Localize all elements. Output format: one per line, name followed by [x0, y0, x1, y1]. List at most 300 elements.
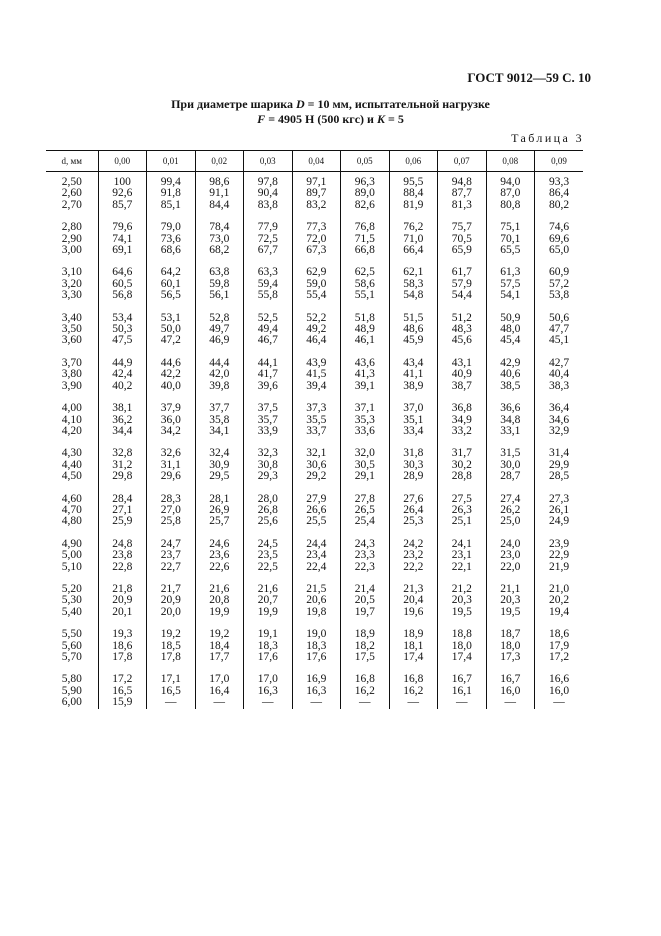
- hardness-value-cell: 21,0: [535, 573, 584, 595]
- hardness-value-cell: 79,6: [98, 211, 147, 233]
- hardness-value-cell: 19,8: [292, 607, 341, 618]
- hardness-value-cell: 26,4: [389, 505, 438, 516]
- hardness-value-cell: 52,5: [244, 302, 293, 324]
- hardness-value-cell: 51,5: [389, 302, 438, 324]
- hardness-value-cell: 46,7: [244, 335, 293, 346]
- hardness-value-cell: 20,5: [341, 595, 390, 606]
- hardness-value-cell: 43,6: [341, 347, 390, 369]
- hardness-value-cell: 83,8: [244, 200, 293, 211]
- hardness-value-cell: 21,2: [438, 573, 487, 595]
- table-label: Таблица 3: [511, 131, 584, 145]
- hardness-value-cell: 24,1: [438, 528, 487, 550]
- diameter-cell: 6,00: [61, 696, 82, 709]
- hardness-value-cell: 26,2: [486, 505, 535, 516]
- hardness-value-cell: 29,2: [292, 471, 341, 482]
- hardness-value-cell: 56,8: [98, 290, 147, 301]
- hardness-value-cell: 24,7: [147, 528, 196, 550]
- hardness-value-cell: 24,5: [244, 528, 293, 550]
- hardness-value-cell: 38,5: [486, 381, 535, 392]
- table-row: [46, 528, 583, 550]
- hardness-value-cell: 16,7: [438, 663, 487, 685]
- hardness-table: [46, 150, 583, 709]
- hardness-value-cell: 48,9: [341, 324, 390, 335]
- hardness-value-cell: 17,8: [147, 652, 196, 663]
- hardness-value-cell: —: [486, 697, 535, 708]
- hardness-value-cell: 21,6: [195, 573, 244, 595]
- diameter-cell: 5,50: [61, 628, 82, 641]
- diameter-cell: 3,70: [61, 356, 82, 369]
- hardness-value-cell: 28,0: [244, 483, 293, 505]
- hardness-value-cell: 100: [98, 172, 147, 189]
- hardness-value-cell: 62,1: [389, 256, 438, 278]
- diameter-cell: 5,10: [61, 560, 82, 573]
- hardness-value-cell: 27,5: [438, 483, 487, 505]
- hardness-value-cell: 17,5: [341, 652, 390, 663]
- hardness-value-cell: 23,2: [389, 550, 438, 561]
- hardness-value-cell: 70,5: [438, 234, 487, 245]
- hardness-value-cell: 23,4: [292, 550, 341, 561]
- hardness-value-cell: 70,1: [486, 234, 535, 245]
- hardness-value-cell: 58,3: [389, 279, 438, 290]
- hardness-value-cell: 65,0: [535, 245, 584, 256]
- hardness-value-cell: 77,9: [244, 211, 293, 233]
- hardness-value-cell: 99,4: [147, 172, 196, 189]
- hardness-value-cell: 32,8: [98, 437, 147, 459]
- hardness-value-cell: 53,8: [535, 290, 584, 301]
- hardness-value-cell: 19,0: [292, 618, 341, 640]
- hardness-value-cell: 39,8: [195, 381, 244, 392]
- hardness-value-cell: 52,8: [195, 302, 244, 324]
- hardness-value-cell: 35,1: [389, 415, 438, 426]
- hardness-value-cell: 36,8: [438, 392, 487, 414]
- hardness-value-cell: 28,8: [438, 471, 487, 482]
- hardness-value-cell: 76,2: [389, 211, 438, 233]
- hardness-value-cell: 30,6: [292, 460, 341, 471]
- hardness-value-cell: 28,1: [195, 483, 244, 505]
- hardness-value-cell: 21,8: [98, 573, 147, 595]
- hardness-value-cell: 16,8: [389, 663, 438, 685]
- hardness-value-cell: 35,7: [244, 415, 293, 426]
- hardness-value-cell: 38,1: [98, 392, 147, 414]
- hardness-value-cell: 25,4: [341, 516, 390, 527]
- hardness-value-cell: 40,0: [147, 381, 196, 392]
- hardness-value-cell: 30,8: [244, 460, 293, 471]
- hardness-value-cell: 81,3: [438, 200, 487, 211]
- hardness-value-cell: 31,2: [98, 460, 147, 471]
- hardness-value-cell: 32,3: [244, 437, 293, 459]
- column-header: 0,03: [244, 151, 293, 172]
- hardness-value-cell: 22,9: [535, 550, 584, 561]
- hardness-value-cell: 23,6: [195, 550, 244, 561]
- diameter-cell: 4,20: [61, 424, 82, 437]
- hardness-value-cell: 19,9: [244, 607, 293, 618]
- hardness-value-cell: 27,6: [389, 483, 438, 505]
- hardness-value-cell: 58,6: [341, 279, 390, 290]
- hardness-value-cell: 23,7: [147, 550, 196, 561]
- page-header: ГОСТ 9012—59 С. 10: [467, 70, 591, 85]
- table-row: [46, 200, 583, 211]
- hardness-value-cell: 46,4: [292, 335, 341, 346]
- hardness-value-cell: 22,5: [244, 562, 293, 573]
- hardness-value-cell: 17,0: [244, 663, 293, 685]
- hardness-value-cell: 65,9: [438, 245, 487, 256]
- hardness-value-cell: 16,4: [195, 686, 244, 697]
- hardness-value-cell: 16,5: [147, 686, 196, 697]
- hardness-value-cell: 27,4: [486, 483, 535, 505]
- hardness-value-cell: 20,7: [244, 595, 293, 606]
- hardness-value-cell: 23,9: [535, 528, 584, 550]
- hardness-value-cell: 24,2: [389, 528, 438, 550]
- table-row: [46, 172, 583, 189]
- hardness-value-cell: 41,3: [341, 369, 390, 380]
- hardness-value-cell: 32,6: [147, 437, 196, 459]
- hardness-value-cell: 53,1: [147, 302, 196, 324]
- hardness-value-cell: 37,1: [341, 392, 390, 414]
- column-header: 0,00: [98, 151, 147, 172]
- hardness-value-cell: 38,3: [535, 381, 584, 392]
- table-row: [46, 369, 583, 380]
- hardness-value-cell: 21,9: [535, 562, 584, 573]
- column-header-diameter: d, мм: [46, 151, 98, 172]
- hardness-value-cell: 16,5: [98, 686, 147, 697]
- table-row: [46, 302, 583, 324]
- table-row: [46, 211, 583, 233]
- hardness-value-cell: 18,6: [98, 641, 147, 652]
- hardness-value-cell: 18,4: [195, 641, 244, 652]
- diameter-cell: 5,70: [61, 651, 82, 663]
- hardness-value-cell: 60,9: [535, 256, 584, 278]
- hardness-value-cell: 26,8: [244, 505, 293, 516]
- hardness-value-cell: 49,7: [195, 324, 244, 335]
- hardness-value-cell: 18,3: [292, 641, 341, 652]
- hardness-value-cell: 50,0: [147, 324, 196, 335]
- hardness-value-cell: 25,0: [486, 516, 535, 527]
- hardness-value-cell: 73,0: [195, 234, 244, 245]
- hardness-value-cell: 29,1: [341, 471, 390, 482]
- hardness-value-cell: 23,1: [438, 550, 487, 561]
- hardness-value-cell: 19,2: [195, 618, 244, 640]
- hardness-value-cell: 60,5: [98, 279, 147, 290]
- hardness-value-cell: 35,5: [292, 415, 341, 426]
- hardness-value-cell: 27,0: [147, 505, 196, 516]
- hardness-value-cell: 44,4: [195, 347, 244, 369]
- diameter-cell: 4,70: [61, 503, 82, 516]
- hardness-value-cell: 38,7: [438, 381, 487, 392]
- hardness-value-cell: 50,9: [486, 302, 535, 324]
- hardness-value-cell: 19,6: [389, 607, 438, 618]
- hardness-value-cell: 78,4: [195, 211, 244, 233]
- hardness-value-cell: 16,3: [292, 686, 341, 697]
- hardness-value-cell: 22,1: [438, 562, 487, 573]
- hardness-value-cell: 73,6: [147, 234, 196, 245]
- diameter-cell: 5,90: [61, 684, 82, 697]
- hardness-value-cell: 27,1: [98, 505, 147, 516]
- hardness-value-cell: 39,1: [341, 381, 390, 392]
- hardness-value-cell: 66,8: [341, 245, 390, 256]
- hardness-value-cell: 81,9: [389, 200, 438, 211]
- diameter-cell: 5,40: [61, 605, 82, 618]
- hardness-value-cell: 54,1: [486, 290, 535, 301]
- hardness-value-cell: —: [244, 697, 293, 708]
- hardness-value-cell: 18,7: [486, 618, 535, 640]
- diameter-cell: 2,50: [61, 176, 82, 188]
- hardness-value-cell: 84,4: [195, 200, 244, 211]
- hardness-value-cell: 23,8: [98, 550, 147, 561]
- hardness-value-cell: 43,9: [292, 347, 341, 369]
- hardness-value-cell: 18,9: [389, 618, 438, 640]
- hardness-value-cell: 33,9: [244, 426, 293, 437]
- hardness-value-cell: 54,8: [389, 290, 438, 301]
- hardness-value-cell: 30,3: [389, 460, 438, 471]
- hardness-value-cell: 22,2: [389, 562, 438, 573]
- hardness-value-cell: 61,7: [438, 256, 487, 278]
- hardness-value-cell: 25,8: [147, 516, 196, 527]
- hardness-value-cell: 25,9: [98, 516, 147, 527]
- hardness-value-cell: 75,7: [438, 211, 487, 233]
- diameter-cell: 4,30: [61, 447, 82, 460]
- hardness-value-cell: 74,6: [535, 211, 584, 233]
- hardness-value-cell: 48,0: [486, 324, 535, 335]
- diameter-cell: 3,40: [61, 311, 82, 324]
- table-row: [46, 573, 583, 595]
- hardness-value-cell: 18,2: [341, 641, 390, 652]
- hardness-value-cell: 92,6: [98, 188, 147, 199]
- hardness-value-cell: 33,4: [389, 426, 438, 437]
- hardness-value-cell: 16,0: [486, 686, 535, 697]
- hardness-value-cell: 37,0: [389, 392, 438, 414]
- hardness-value-cell: 21,7: [147, 573, 196, 595]
- column-header: 0,04: [292, 151, 341, 172]
- hardness-value-cell: 20,0: [147, 607, 196, 618]
- diameter-cell: 2,60: [61, 187, 82, 200]
- hardness-value-cell: 39,6: [244, 381, 293, 392]
- hardness-value-cell: 16,1: [438, 686, 487, 697]
- hardness-value-cell: 44,9: [98, 347, 147, 369]
- hardness-value-cell: 25,1: [438, 516, 487, 527]
- hardness-value-cell: 68,2: [195, 245, 244, 256]
- hardness-value-cell: 52,2: [292, 302, 341, 324]
- column-header: 0,07: [438, 151, 487, 172]
- hardness-value-cell: 69,1: [98, 245, 147, 256]
- hardness-value-cell: 89,0: [341, 188, 390, 199]
- hardness-value-cell: 29,3: [244, 471, 293, 482]
- hardness-value-cell: 17,4: [438, 652, 487, 663]
- hardness-value-cell: 69,6: [535, 234, 584, 245]
- hardness-value-cell: 50,3: [98, 324, 147, 335]
- hardness-value-cell: 20,9: [98, 595, 147, 606]
- hardness-value-cell: 34,8: [486, 415, 535, 426]
- hardness-value-cell: 18,6: [535, 618, 584, 640]
- hardness-value-cell: 34,9: [438, 415, 487, 426]
- hardness-value-cell: 93,3: [535, 172, 584, 189]
- hardness-value-cell: 18,1: [389, 641, 438, 652]
- hardness-value-cell: 27,9: [292, 483, 341, 505]
- hardness-value-cell: 26,3: [438, 505, 487, 516]
- diameter-cell: 5,80: [61, 673, 82, 686]
- hardness-value-cell: 49,4: [244, 324, 293, 335]
- hardness-value-cell: 28,5: [535, 471, 584, 482]
- hardness-value-cell: 17,7: [195, 652, 244, 663]
- hardness-value-cell: 55,8: [244, 290, 293, 301]
- hardness-value-cell: 32,1: [292, 437, 341, 459]
- hardness-value-cell: 47,5: [98, 335, 147, 346]
- column-header: 0,02: [195, 151, 244, 172]
- table-row: [46, 256, 583, 278]
- table-row: [46, 562, 583, 573]
- hardness-value-cell: 16,6: [535, 663, 584, 685]
- diameter-cell: 4,00: [61, 402, 82, 415]
- hardness-value-cell: 20,3: [438, 595, 487, 606]
- hardness-value-cell: 19,4: [535, 607, 584, 618]
- hardness-value-cell: 34,1: [195, 426, 244, 437]
- hardness-value-cell: 16,9: [292, 663, 341, 685]
- hardness-value-cell: 19,1: [244, 618, 293, 640]
- hardness-value-cell: 26,6: [292, 505, 341, 516]
- hardness-value-cell: 67,7: [244, 245, 293, 256]
- hardness-value-cell: 17,0: [195, 663, 244, 685]
- hardness-value-cell: 47,7: [535, 324, 584, 335]
- hardness-value-cell: 80,2: [535, 200, 584, 211]
- hardness-value-cell: 24,4: [292, 528, 341, 550]
- hardness-value-cell: 33,1: [486, 426, 535, 437]
- diameter-cell: 4,90: [61, 537, 82, 550]
- hardness-value-cell: 74,1: [98, 234, 147, 245]
- hardness-value-cell: 91,1: [195, 188, 244, 199]
- hardness-value-cell: 29,8: [98, 471, 147, 482]
- hardness-value-cell: 30,0: [486, 460, 535, 471]
- hardness-value-cell: 20,3: [486, 595, 535, 606]
- hardness-value-cell: 62,5: [341, 256, 390, 278]
- hardness-value-cell: 42,4: [98, 369, 147, 380]
- hardness-value-cell: 17,3: [486, 652, 535, 663]
- hardness-value-cell: 25,5: [292, 516, 341, 527]
- diameter-cell: 4,80: [61, 515, 82, 528]
- hardness-value-cell: 48,6: [389, 324, 438, 335]
- table-row: [46, 663, 583, 685]
- hardness-value-cell: 21,4: [341, 573, 390, 595]
- diameter-cell: 4,10: [61, 413, 82, 426]
- hardness-value-cell: 37,9: [147, 392, 196, 414]
- diameter-cell: 4,50: [61, 470, 82, 483]
- hardness-value-cell: 26,1: [535, 505, 584, 516]
- hardness-value-cell: 23,3: [341, 550, 390, 561]
- hardness-value-cell: 45,4: [486, 335, 535, 346]
- hardness-value-cell: 15,9: [98, 697, 147, 708]
- hardness-value-cell: 43,1: [438, 347, 487, 369]
- hardness-value-cell: 17,9: [535, 641, 584, 652]
- table-row: [46, 437, 583, 459]
- hardness-value-cell: 44,6: [147, 347, 196, 369]
- hardness-value-cell: 37,5: [244, 392, 293, 414]
- hardness-value-cell: 79,0: [147, 211, 196, 233]
- hardness-value-cell: 66,4: [389, 245, 438, 256]
- hardness-value-cell: 19,3: [98, 618, 147, 640]
- hardness-value-cell: 97,8: [244, 172, 293, 189]
- table-row: [46, 290, 583, 301]
- hardness-value-cell: 43,4: [389, 347, 438, 369]
- hardness-value-cell: 21,5: [292, 573, 341, 595]
- hardness-value-cell: 17,2: [98, 663, 147, 685]
- column-header: 0,06: [389, 151, 438, 172]
- hardness-value-cell: 96,3: [341, 172, 390, 189]
- hardness-value-cell: 35,8: [195, 415, 244, 426]
- hardness-value-cell: 21,6: [244, 573, 293, 595]
- hardness-value-cell: 18,0: [486, 641, 535, 652]
- hardness-value-cell: 22,4: [292, 562, 341, 573]
- hardness-value-cell: 19,9: [195, 607, 244, 618]
- hardness-value-cell: 25,3: [389, 516, 438, 527]
- column-header: 0,01: [147, 151, 196, 172]
- hardness-value-cell: 40,2: [98, 381, 147, 392]
- hardness-value-cell: 18,9: [341, 618, 390, 640]
- hardness-value-cell: 32,9: [535, 426, 584, 437]
- hardness-value-cell: 54,4: [438, 290, 487, 301]
- hardness-value-cell: 16,3: [244, 686, 293, 697]
- hardness-value-cell: 75,1: [486, 211, 535, 233]
- hardness-value-cell: 16,0: [535, 686, 584, 697]
- hardness-value-cell: 64,6: [98, 256, 147, 278]
- hardness-value-cell: 30,9: [195, 460, 244, 471]
- hardness-value-cell: 37,7: [195, 392, 244, 414]
- diameter-cell: 3,50: [61, 323, 82, 336]
- hardness-value-cell: 22,3: [341, 562, 390, 573]
- hardness-value-cell: 29,9: [535, 460, 584, 471]
- hardness-value-cell: 18,0: [438, 641, 487, 652]
- diameter-cell: 3,30: [61, 289, 82, 302]
- table-row: [46, 426, 583, 437]
- hardness-value-cell: 27,3: [535, 483, 584, 505]
- hardness-value-cell: 50,6: [535, 302, 584, 324]
- hardness-value-cell: 56,5: [147, 290, 196, 301]
- hardness-value-cell: 16,2: [389, 686, 438, 697]
- hardness-value-cell: 87,0: [486, 188, 535, 199]
- table-row: [46, 516, 583, 527]
- table-row: [46, 607, 583, 618]
- hardness-value-cell: 85,1: [147, 200, 196, 211]
- table-row: [46, 245, 583, 256]
- hardness-value-cell: 40,6: [486, 369, 535, 380]
- hardness-value-cell: 36,4: [535, 392, 584, 414]
- hardness-value-cell: 19,5: [438, 607, 487, 618]
- hardness-value-cell: 19,5: [486, 607, 535, 618]
- hardness-value-cell: —: [389, 697, 438, 708]
- hardness-value-cell: 20,4: [389, 595, 438, 606]
- diameter-cell: 2,70: [61, 198, 82, 211]
- diameter-cell: 3,20: [61, 277, 82, 290]
- hardness-value-cell: 25,6: [244, 516, 293, 527]
- hardness-value-cell: 24,9: [535, 516, 584, 527]
- hardness-value-cell: 90,4: [244, 188, 293, 199]
- hardness-value-cell: 16,2: [341, 686, 390, 697]
- hardness-value-cell: 33,2: [438, 426, 487, 437]
- diameter-cell: 4,60: [61, 492, 82, 505]
- hardness-value-cell: 67,3: [292, 245, 341, 256]
- hardness-value-cell: 59,4: [244, 279, 293, 290]
- hardness-value-cell: 88,4: [389, 188, 438, 199]
- hardness-value-cell: 36,2: [98, 415, 147, 426]
- hardness-value-cell: 55,4: [292, 290, 341, 301]
- hardness-value-cell: 18,3: [244, 641, 293, 652]
- hardness-value-cell: 57,2: [535, 279, 584, 290]
- hardness-value-cell: 24,0: [486, 528, 535, 550]
- hardness-value-cell: 17,4: [389, 652, 438, 663]
- hardness-value-cell: 39,4: [292, 381, 341, 392]
- table-row: [46, 381, 583, 392]
- column-header: 0,09: [535, 151, 584, 172]
- hardness-value-cell: 83,2: [292, 200, 341, 211]
- hardness-value-cell: —: [535, 697, 584, 708]
- hardness-value-cell: 91,8: [147, 188, 196, 199]
